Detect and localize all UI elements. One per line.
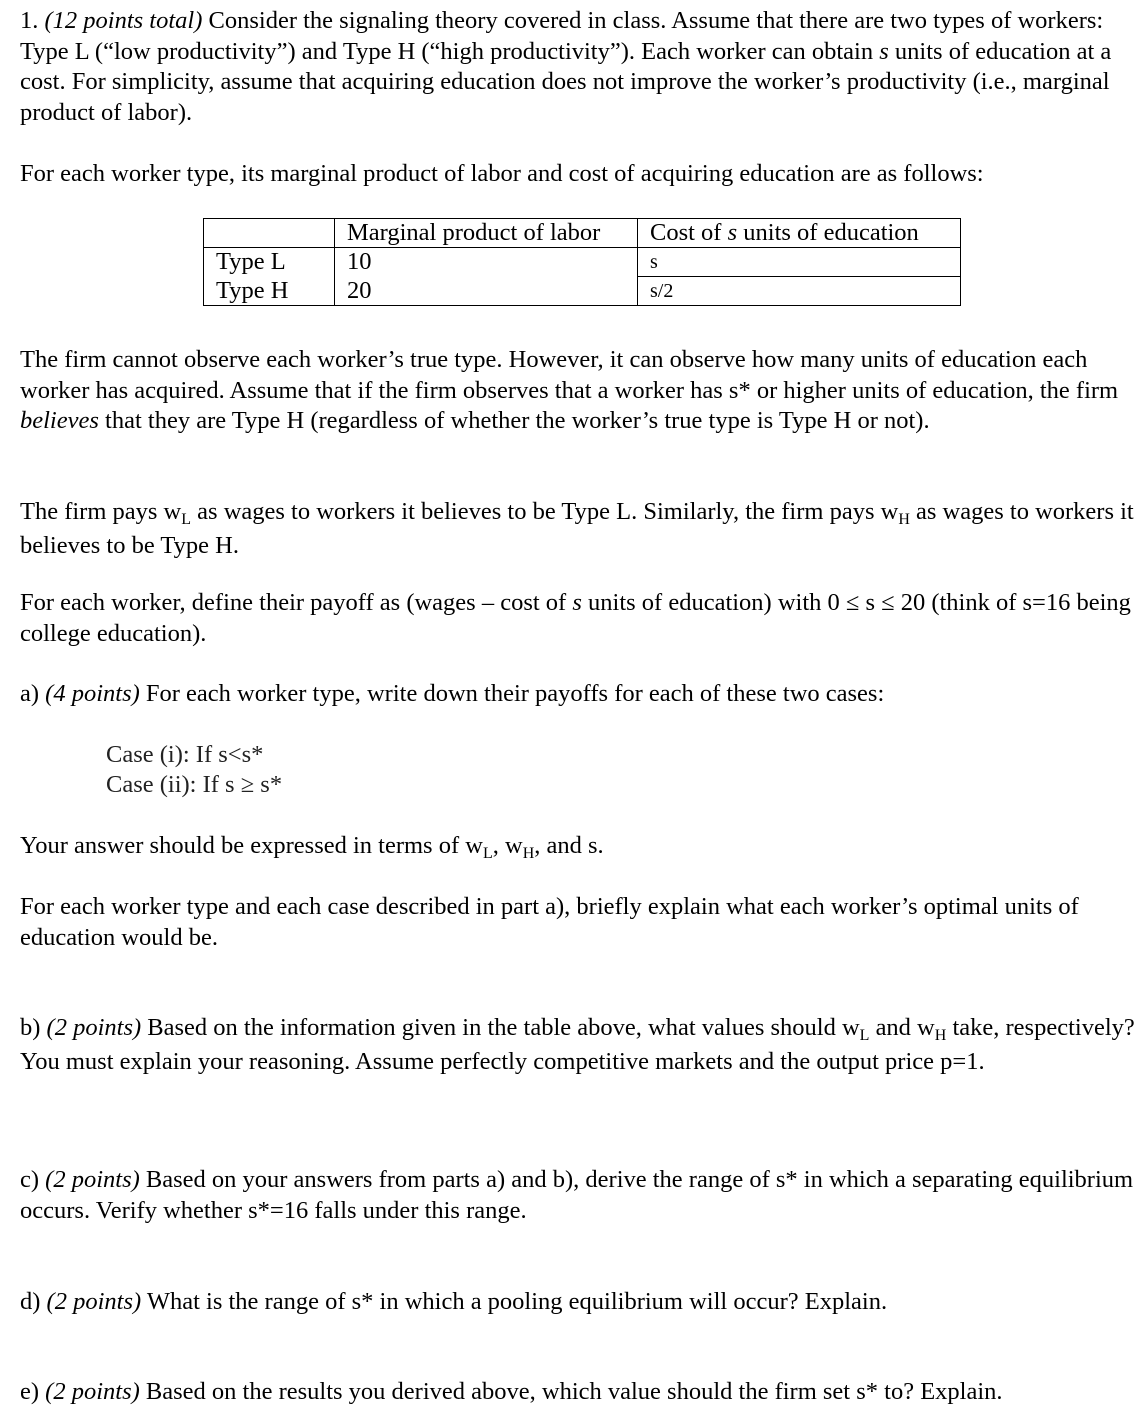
subscript-h: H (522, 845, 535, 862)
subscript-h: H (898, 511, 910, 528)
part-c (20, 1165, 1135, 1226)
table-row (204, 277, 961, 306)
part-b (20, 1013, 1135, 1077)
header-cost-pre: Cost of (650, 219, 722, 246)
part-e-text: Based on the results you derived above, which value should the firm set s* to? Explain. (145, 1378, 1003, 1405)
express-instruction (20, 831, 1135, 865)
part-b-text-2: and w (869, 1014, 935, 1041)
s-variable: s (572, 589, 582, 616)
part-b-points: (2 points) (46, 1014, 142, 1041)
part-a-text: For each worker type, write down their payoffs for each of these two cases: (145, 680, 885, 707)
subscript-l: L (181, 511, 192, 528)
row-label: Type H (204, 277, 335, 306)
question-points: (12 points total) (44, 7, 203, 34)
express-text-3: , and s. (534, 832, 604, 859)
intro-text-2: units of education at a cost. For simplicity, assume that acquiring education does not improve the worker’s productivity (i.e., marginal product of labor). (20, 37, 1112, 126)
express-text-2: , w (492, 832, 523, 859)
row-cost: s/2 (638, 277, 961, 306)
part-b-label: b) (20, 1014, 41, 1041)
table-header-row (204, 219, 961, 248)
part-d-points: (2 points) (46, 1288, 142, 1315)
wages-text-1: The firm pays w (20, 498, 182, 525)
table-intro: For each worker type, its marginal product of labor and cost of acquiring education are as follows: (20, 160, 984, 187)
firm-text-post: that they are Type H (regardless of whether the worker’s true type is Type H or not). (105, 407, 930, 434)
header-cost-post: units of education (743, 219, 919, 246)
part-c-label: c) (20, 1166, 40, 1193)
question-number: 1. (20, 7, 39, 34)
wages-paragraph (20, 497, 1135, 561)
subscript-h: H (934, 1027, 947, 1044)
wages-text-3: as wages to workers it believes to be Type H. (20, 498, 1134, 559)
s-variable: s (879, 37, 889, 65)
row-cost: s (638, 248, 961, 277)
table-header-empty (204, 219, 335, 248)
productivity-cost-table (203, 218, 961, 306)
row-mpl: 10 (335, 248, 638, 277)
part-a (20, 679, 1135, 710)
table-header-cost (638, 219, 961, 248)
part-d-text: What is the range of s* in which a pooling equilibrium will occur? Explain. (146, 1288, 888, 1315)
part-a-label: a) (20, 680, 40, 707)
subscript-l: L (859, 1027, 870, 1044)
part-c-text: Based on your answers from parts a) and b), derive the range of s* in which a separating equilibrium occurs. Verify whether s*=16 falls under this range. (20, 1166, 1134, 1224)
row-mpl: 20 (335, 277, 638, 306)
part-e-points: (2 points) (45, 1378, 140, 1405)
part-c-points: (2 points) (45, 1166, 140, 1193)
case-ii: Case (ii): If s ≥ s* (106, 771, 283, 798)
table-row (204, 248, 961, 277)
row-label: Type L (204, 248, 335, 277)
intro-text: Consider the signaling theory covered in class. Assume that there are two types of workers: Type L (“low productivity”) and Type H (“high productivity”). Each worker can obtain (20, 7, 1104, 65)
part-e-label: e) (20, 1378, 40, 1405)
part-b-text-3: take, respectively? You must explain your reasoning. Assume perfectly competitive markets and the output price p=1. (20, 1014, 1135, 1075)
firm-believes: believes (20, 407, 99, 434)
payoff-text-1: For each worker, define their payoff as (wages – cost of (20, 589, 567, 616)
part-a-explain: For each worker type and each case described in part a), briefly explain what each worker’s optimal units of education would be. (20, 893, 1079, 951)
part-a-points: (4 points) (45, 680, 140, 707)
header-cost-var: s (727, 219, 738, 246)
express-text-1: Your answer should be expressed in terms of w (20, 832, 483, 859)
question-1-intro (20, 6, 1135, 128)
part-b-text-1: Based on the information given in the table above, what values should w (147, 1014, 860, 1041)
part-e (20, 1377, 1135, 1408)
case-i: Case (i): If s<s* (106, 741, 264, 768)
part-d (20, 1287, 1135, 1318)
wages-text-2: as wages to workers it believes to be Type L. Similarly, the firm pays w (191, 498, 899, 525)
subscript-l: L (482, 845, 493, 862)
payoff-text-2: units of education) with 0 ≤ s ≤ 20 (think of s=16 being college education). (20, 589, 1131, 647)
table-header-mpl: Marginal product of labor (335, 219, 638, 248)
firm-text-pre: The firm cannot observe each worker’s true type. However, it can observe how many units of education each worker has acquired. Assume that if the firm observes that a worker has s* or higher units of education, the firm (20, 346, 1119, 404)
firm-paragraph (20, 345, 1135, 437)
payoff-paragraph (20, 588, 1135, 649)
part-d-label: d) (20, 1288, 41, 1315)
